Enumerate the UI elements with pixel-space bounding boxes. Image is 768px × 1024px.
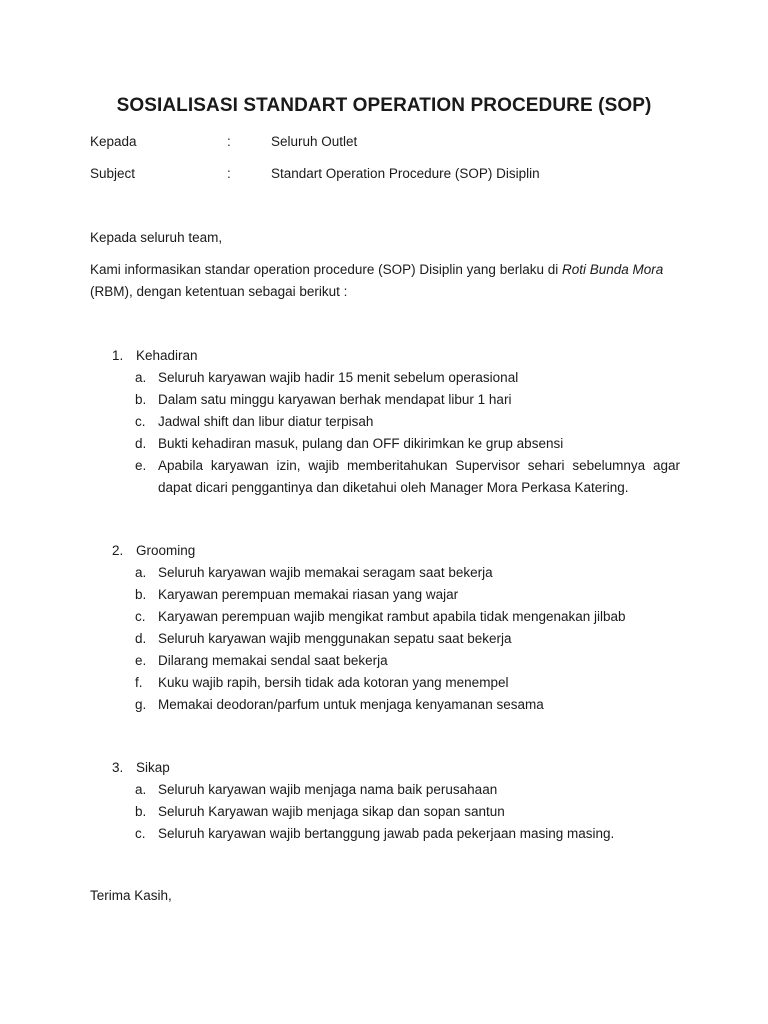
intro-paragraph xyxy=(90,259,680,303)
item-text: Kuku wajib rapih, bersih tidak ada kotoran yang menempel xyxy=(158,675,509,690)
list-item xyxy=(90,650,680,672)
item-text: Seluruh karyawan wajib menjaga nama baik perusahaan xyxy=(158,782,498,797)
page-title: SOSIALISASI STANDART OPERATION PROCEDURE (SOP) xyxy=(116,95,652,116)
item-letter: b. xyxy=(135,804,147,819)
section-number: 1. xyxy=(112,348,124,363)
list-item xyxy=(90,455,680,499)
item-letter: a. xyxy=(135,370,147,385)
recipient-label: Kepada xyxy=(90,134,137,149)
brand-name: Roti Bunda Mora xyxy=(561,262,664,277)
item-letter: c. xyxy=(135,826,146,841)
item-letter: c. xyxy=(135,609,146,624)
recipient-colon: : xyxy=(227,134,231,149)
section-heading xyxy=(90,345,680,367)
item-text: Jadwal shift dan libur diatur terpisah xyxy=(158,414,374,429)
section-title: Kehadiran xyxy=(136,348,198,363)
item-text: Seluruh Karyawan wajib menjaga sikap dan sopan santun xyxy=(158,804,505,819)
subject-colon: : xyxy=(227,166,231,181)
closing-text: Terima Kasih, xyxy=(90,888,172,903)
subject-row xyxy=(90,166,690,186)
subject-value: Standart Operation Procedure (SOP) Disiplin xyxy=(271,166,540,181)
item-letter: e. xyxy=(135,458,147,473)
list-item xyxy=(90,562,680,584)
item-text: Seluruh karyawan wajib hadir 15 menit sebelum operasional xyxy=(158,370,519,385)
item-text: Memakai deodoran/parfum untuk menjaga kenyamanan sesama xyxy=(158,697,544,712)
item-text: Seluruh karyawan wajib bertanggung jawab pada pekerjaan masing masing. xyxy=(158,826,615,841)
greeting: Kepada seluruh team, xyxy=(90,230,223,245)
subject-label: Subject xyxy=(90,166,136,181)
section-heading xyxy=(90,540,680,562)
item-text: Dilarang memakai sendal saat bekerja xyxy=(158,653,388,668)
list-item xyxy=(90,628,680,650)
list-item xyxy=(90,801,680,823)
list-item xyxy=(90,367,680,389)
list-item xyxy=(90,606,680,628)
item-letter: a. xyxy=(135,782,147,797)
section-title: Grooming xyxy=(136,543,196,558)
item-letter: g. xyxy=(135,697,147,712)
item-text: Apabila karyawan izin, wajib memberitahukan Supervisor sehari sebelumnya agar dapat dicari penggantinya dan diketahui oleh Manager Mora Perkasa Katering. xyxy=(158,458,680,495)
list-item xyxy=(90,823,680,845)
list-item xyxy=(90,694,680,716)
intro-text-before: Kami informasikan standar operation procedure (SOP) Disiplin yang berlaku di xyxy=(90,262,562,277)
item-text: Karyawan perempuan wajib mengikat rambut apabila tidak mengenakan jilbab xyxy=(158,609,626,624)
section-heading xyxy=(90,757,680,779)
intro-text-after: (RBM), dengan ketentuan sebagai berikut : xyxy=(90,284,348,299)
section-kehadiran xyxy=(90,345,680,499)
list-item xyxy=(90,672,680,694)
item-letter: b. xyxy=(135,587,147,602)
section-sikap xyxy=(90,757,680,845)
item-text: Dalam satu minggu karyawan berhak mendapat libur 1 hari xyxy=(158,392,512,407)
section-title: Sikap xyxy=(136,760,170,775)
item-letter: a. xyxy=(135,565,147,580)
item-letter: d. xyxy=(135,436,147,451)
item-text: Bukti kehadiran masuk, pulang dan OFF dikirimkan ke grup absensi xyxy=(158,436,564,451)
item-letter: b. xyxy=(135,392,147,407)
item-letter: c. xyxy=(135,414,146,429)
recipient-row xyxy=(90,134,690,154)
item-text: Seluruh karyawan wajib memakai seragam saat bekerja xyxy=(158,565,493,580)
section-grooming xyxy=(90,540,680,716)
list-item xyxy=(90,779,680,801)
item-letter: f. xyxy=(135,675,143,690)
item-letter: d. xyxy=(135,631,147,646)
section-number: 3. xyxy=(112,760,124,775)
list-item xyxy=(90,389,680,411)
list-item xyxy=(90,584,680,606)
item-letter: e. xyxy=(135,653,147,668)
section-number: 2. xyxy=(112,543,124,558)
item-text: Karyawan perempuan memakai riasan yang wajar xyxy=(158,587,459,602)
item-text: Seluruh karyawan wajib menggunakan sepatu saat bekerja xyxy=(158,631,512,646)
list-item xyxy=(90,433,680,455)
recipient-value: Seluruh Outlet xyxy=(271,134,358,149)
list-item xyxy=(90,411,680,433)
